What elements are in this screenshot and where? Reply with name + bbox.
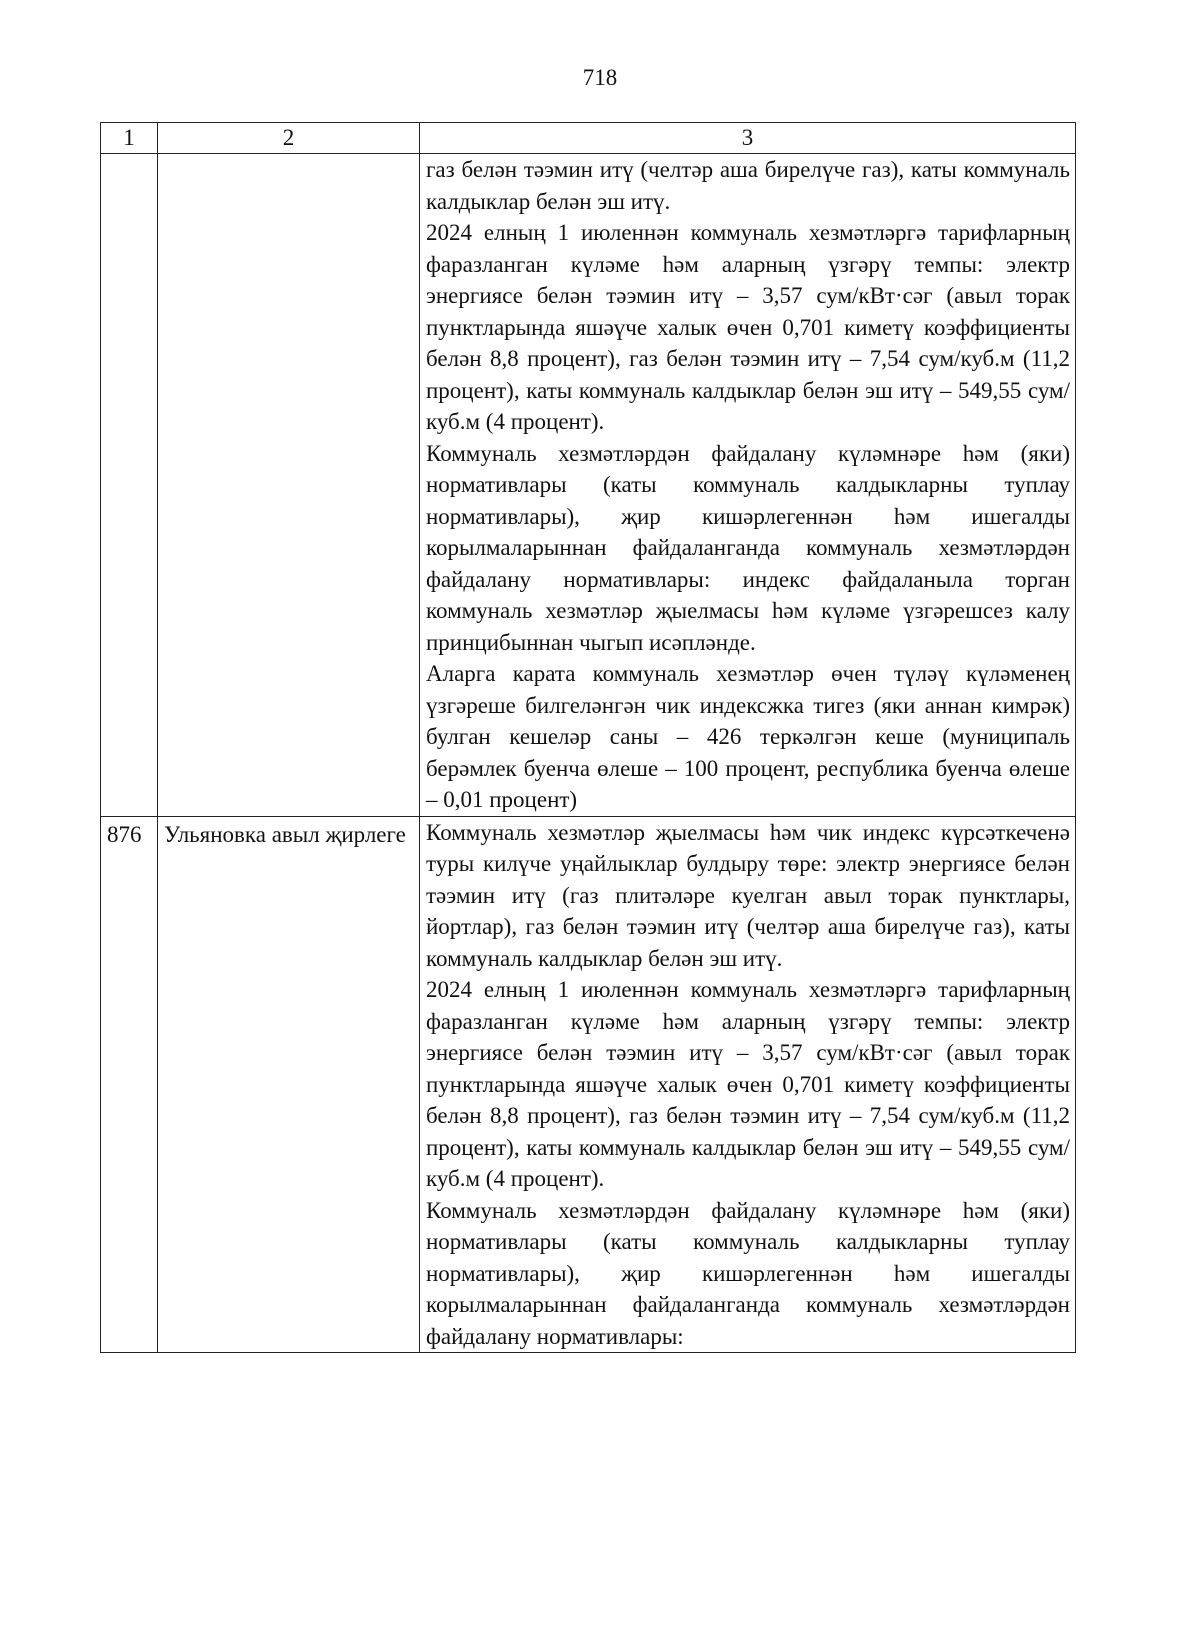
row-number: [101, 154, 158, 817]
settlement-name: Ульяновка авыл җирлеге: [158, 816, 420, 1353]
column-header-3: 3: [420, 123, 1076, 154]
column-header-2: 2: [158, 123, 420, 154]
table-header-row: [101, 123, 1076, 154]
row-description: [420, 154, 1076, 817]
row-number: 876: [101, 816, 158, 1353]
paragraph: Аларга карата коммуналь хезмәтләр өчен түләү күләменең үзгәреше билгеләнгән чик индексжка тигез (яки аннан кимрәк) булган кешеләр саны – 426 теркәлгән кеше (муниципаль берәмлек буенча өлеше – 100 процент, республика буенча өлеше – 0,01 процент): [426, 661, 1070, 812]
paragraph: Коммуналь хезмәтләрдән файдалану күләмнәре һәм (яки) нормативлары (каты коммуналь калдыкларны туплау нормативлары), җир кишәрлегеннән һәм ишегалды корылмаларыннан файдаланганда коммуналь хезмәтләрдән файдалану нормативлары: индекс файдаланыла торган коммуналь хезмәтләр җыелмасы һәм күләме үзгәрешсез калу принцибыннан чыгып исәпләнде.: [426, 440, 1070, 655]
paragraph: 2024 елның 1 июленнән коммуналь хезмәтләргә тарифларның фаразланган күләме һәм аларның үзгәрү темпы: электр энергиясе белән тәэмин итү – 3,57 сум/кВт·сәг (авыл торак пунктларында яшәүче халык өчен 0,701 киметү коэффициенты белән 8,8 процент), газ белән тәэмин итү – 7,54 сум/куб.м (11,2 процент), каты коммуналь калдыклар белән эш итү – 549,55 сум/куб.м (4 процент).: [426, 977, 1070, 1191]
page-number: 718: [582, 65, 618, 90]
settlement-name: [158, 154, 420, 817]
table-row: [101, 816, 1076, 1353]
paragraph: Коммуналь хезмәтләр җыелмасы һәм чик индекс күрсәткеченә туры килүче уңайлыклар булдыру төре: электр энергиясе белән тәэмин итү (газ плитәләре куелган авыл торак пунктлары, йортлар), газ белән тәэмин итү (челтәр аша бирелүче газ), каты коммуналь калдыклар белән эш итү.: [426, 819, 1070, 971]
paragraph: Коммуналь хезмәтләрдән файдалану күләмнәре һәм (яки) нормативлары (каты коммуналь калдыкларны туплау нормативлары), җир кишәрлегеннән һәм ишегалды корылмаларыннан файдаланганда коммуналь хезмәтләрдән файдалану нормативлары:: [426, 1197, 1070, 1349]
document-table: [100, 122, 1076, 1353]
table-row: [101, 154, 1076, 817]
row-description: [420, 816, 1076, 1353]
paragraph: 2024 елның 1 июленнән коммуналь хезмәтләргә тарифларның фаразланган күләме һәм аларның үзгәрү темпы: электр энергиясе белән тәэмин итү – 3,57 сум/кВт·сәг (авыл торак пунктларында яшәүче халык өчен 0,701 киметү коэффициенты белән 8,8 процент), газ белән тәэмин итү – 7,54 сум/куб.м (11,2 процент), каты коммуналь калдыклар белән эш итү – 549,55 сум/куб.м (4 процент).: [426, 220, 1070, 434]
column-header-1: 1: [101, 123, 158, 154]
paragraph: газ белән тәэмин итү (челтәр аша бирелүче газ), каты коммуналь калдыклар белән эш итү.: [426, 157, 1070, 214]
